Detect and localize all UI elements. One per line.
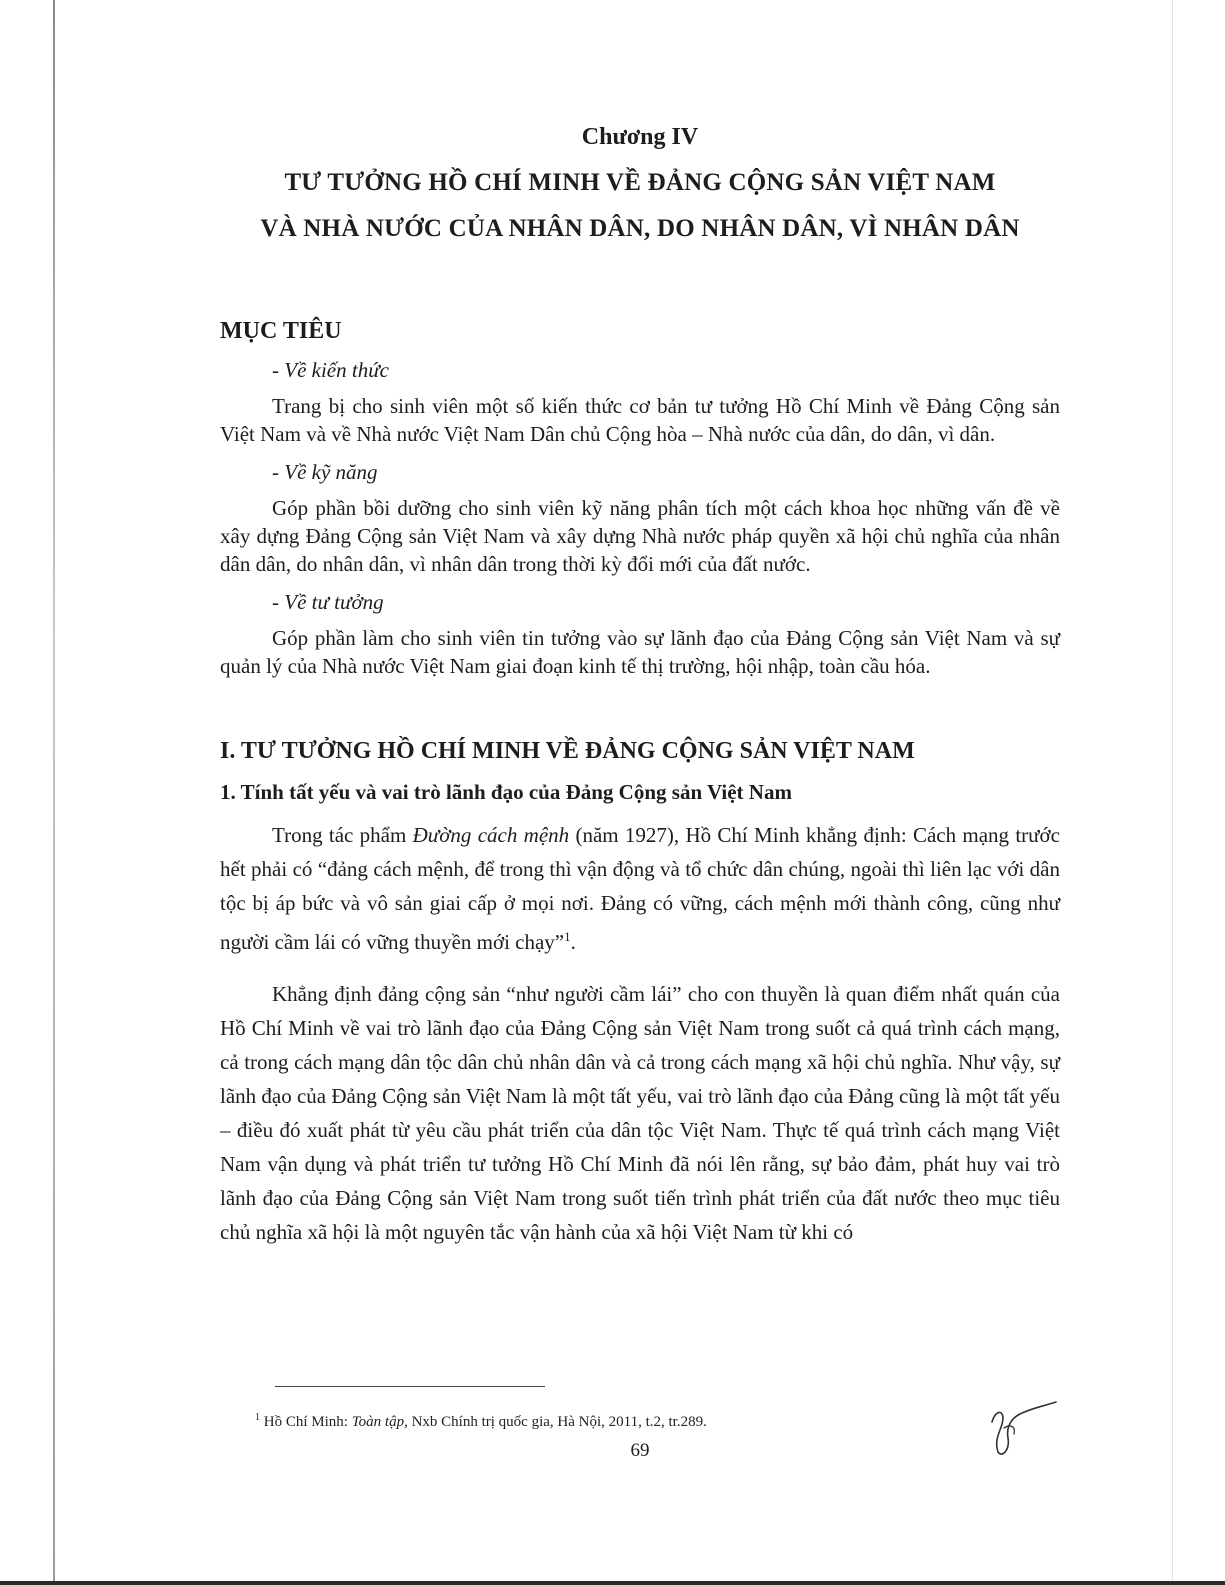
chapter-label: Chương IV	[581, 124, 699, 150]
subsection-heading: 1. Tính tất yếu và vai trò lãnh đạo của Đảng Cộng sản Việt Nam	[220, 780, 792, 804]
document-page	[220, 122, 1060, 1249]
footnote	[255, 1408, 955, 1432]
objective-text-knowledge: Trang bị cho sinh viên một số kiến thức cơ bản tư tưởng Hồ Chí Minh về Đảng Cộng sản Việt Nam và về Nhà nước Việt Nam Dân chủ Cộng hòa – Nhà nước của dân, do dân, vì dân.	[220, 394, 1060, 446]
footnote-text: Hồ Chí Minh:	[260, 1414, 352, 1430]
handwritten-signature	[980, 1400, 1060, 1460]
footnote-work-title: Toàn tập	[351, 1414, 405, 1430]
chapter-title-line-2: VÀ NHÀ NƯỚC CỦA NHÂN DÂN, DO NHÂN DÂN, VÌ NHÂN DÂN	[260, 215, 1020, 242]
objective-text-ideology: Góp phần làm cho sinh viên tin tưởng vào sự lãnh đạo của Đảng Cộng sản Việt Nam và sự quản lý của Nhà nước Việt Nam giai đoạn kinh tế thị trường, hội nhập, toàn cầu hóa.	[220, 626, 1060, 678]
scan-edge	[53, 0, 55, 1585]
body-paragraph-2: Khẳng định đảng cộng sản “như người cầm lái” cho con thuyền là quan điểm nhất quán của Hồ Chí Minh về vai trò lãnh đạo của Đảng Cộng sản Việt Nam trong suốt cả quá trình cách mạng, cả trong cách mạng dân tộc dân chủ nhân dân và cả trong cách mạng xã hội chủ nghĩa. Như vậy, sự lãnh đạo của Đảng Cộng sản Việt Nam là một tất yếu, vai trò lãnh đạo của Đảng cũng là một tất yếu – điều đó xuất phát từ yêu cầu phát triển của dân tộc Việt Nam. Thực tế quá trình cách mạng Việt Nam vận dụng và phát triển tư tưởng Hồ Chí Minh đã nói lên rằng, sự bảo đảm, phát huy vai trò lãnh đạo của Đảng Cộng sản Việt Nam trong suốt tiến trình phát triển của đất nước theo mục tiêu chủ nghĩa xã hội là một nguyên tắc vận hành của xã hội Việt Nam từ khi có	[220, 982, 1060, 1244]
scan-edge	[1172, 0, 1173, 1585]
paragraph-text: .	[570, 930, 576, 954]
paragraph-text: (năm 1927), Hồ Chí Minh khẳng định: Cách mạng trước hết phải có “đảng cách mệnh, để trong thì vận động và tổ chức dân chúng, ngoài thì liên lạc với dân tộc bị áp bức và vô sản giai cấp ở mọi nơi. Đảng có vững, cách mệnh mới thành công, cũng như người cầm lái có vững thuyền mới chạy”	[220, 823, 1060, 954]
chapter-title-line-1: TƯ TƯỞNG HỒ CHÍ MINH VỀ ĐẢNG CỘNG SẢN VIỆT NAM	[284, 169, 996, 196]
objectives-heading: MỤC TIÊU	[220, 318, 342, 344]
objective-label-knowledge: - Về kiến thức	[272, 358, 389, 382]
page-number: 69	[630, 1440, 650, 1461]
objective-text-skills: Góp phần bồi dưỡng cho sinh viên kỹ năng phân tích một cách khoa học những vấn đề về xây dựng Đảng Cộng sản Việt Nam và xây dựng Nhà nước pháp quyền xã hội chủ nghĩa của nhân dân dân, do nhân dân, vì nhân dân trong thời kỳ đổi mới của đất nước.	[220, 496, 1060, 576]
objective-label-ideology: - Về tư tưởng	[272, 590, 384, 614]
section-heading: I. TƯ TƯỞNG HỒ CHÍ MINH VỀ ĐẢNG CỘNG SẢN VIỆT NAM	[220, 738, 915, 764]
book-title: Đường cách mệnh	[412, 823, 570, 847]
scan-edge	[0, 1581, 1225, 1585]
footnote-text: , Nxb Chính trị quốc gia, Hà Nội, 2011, t.2, tr.289.	[404, 1414, 707, 1430]
footnote-reference: 1	[564, 929, 571, 944]
paragraph-text: Trong tác phẩm	[272, 823, 413, 847]
footnote-divider	[275, 1386, 545, 1387]
body-paragraph-1	[220, 818, 1060, 959]
objective-label-skills: - Về kỹ năng	[272, 460, 378, 484]
footnote-mark: 1	[255, 1412, 260, 1423]
